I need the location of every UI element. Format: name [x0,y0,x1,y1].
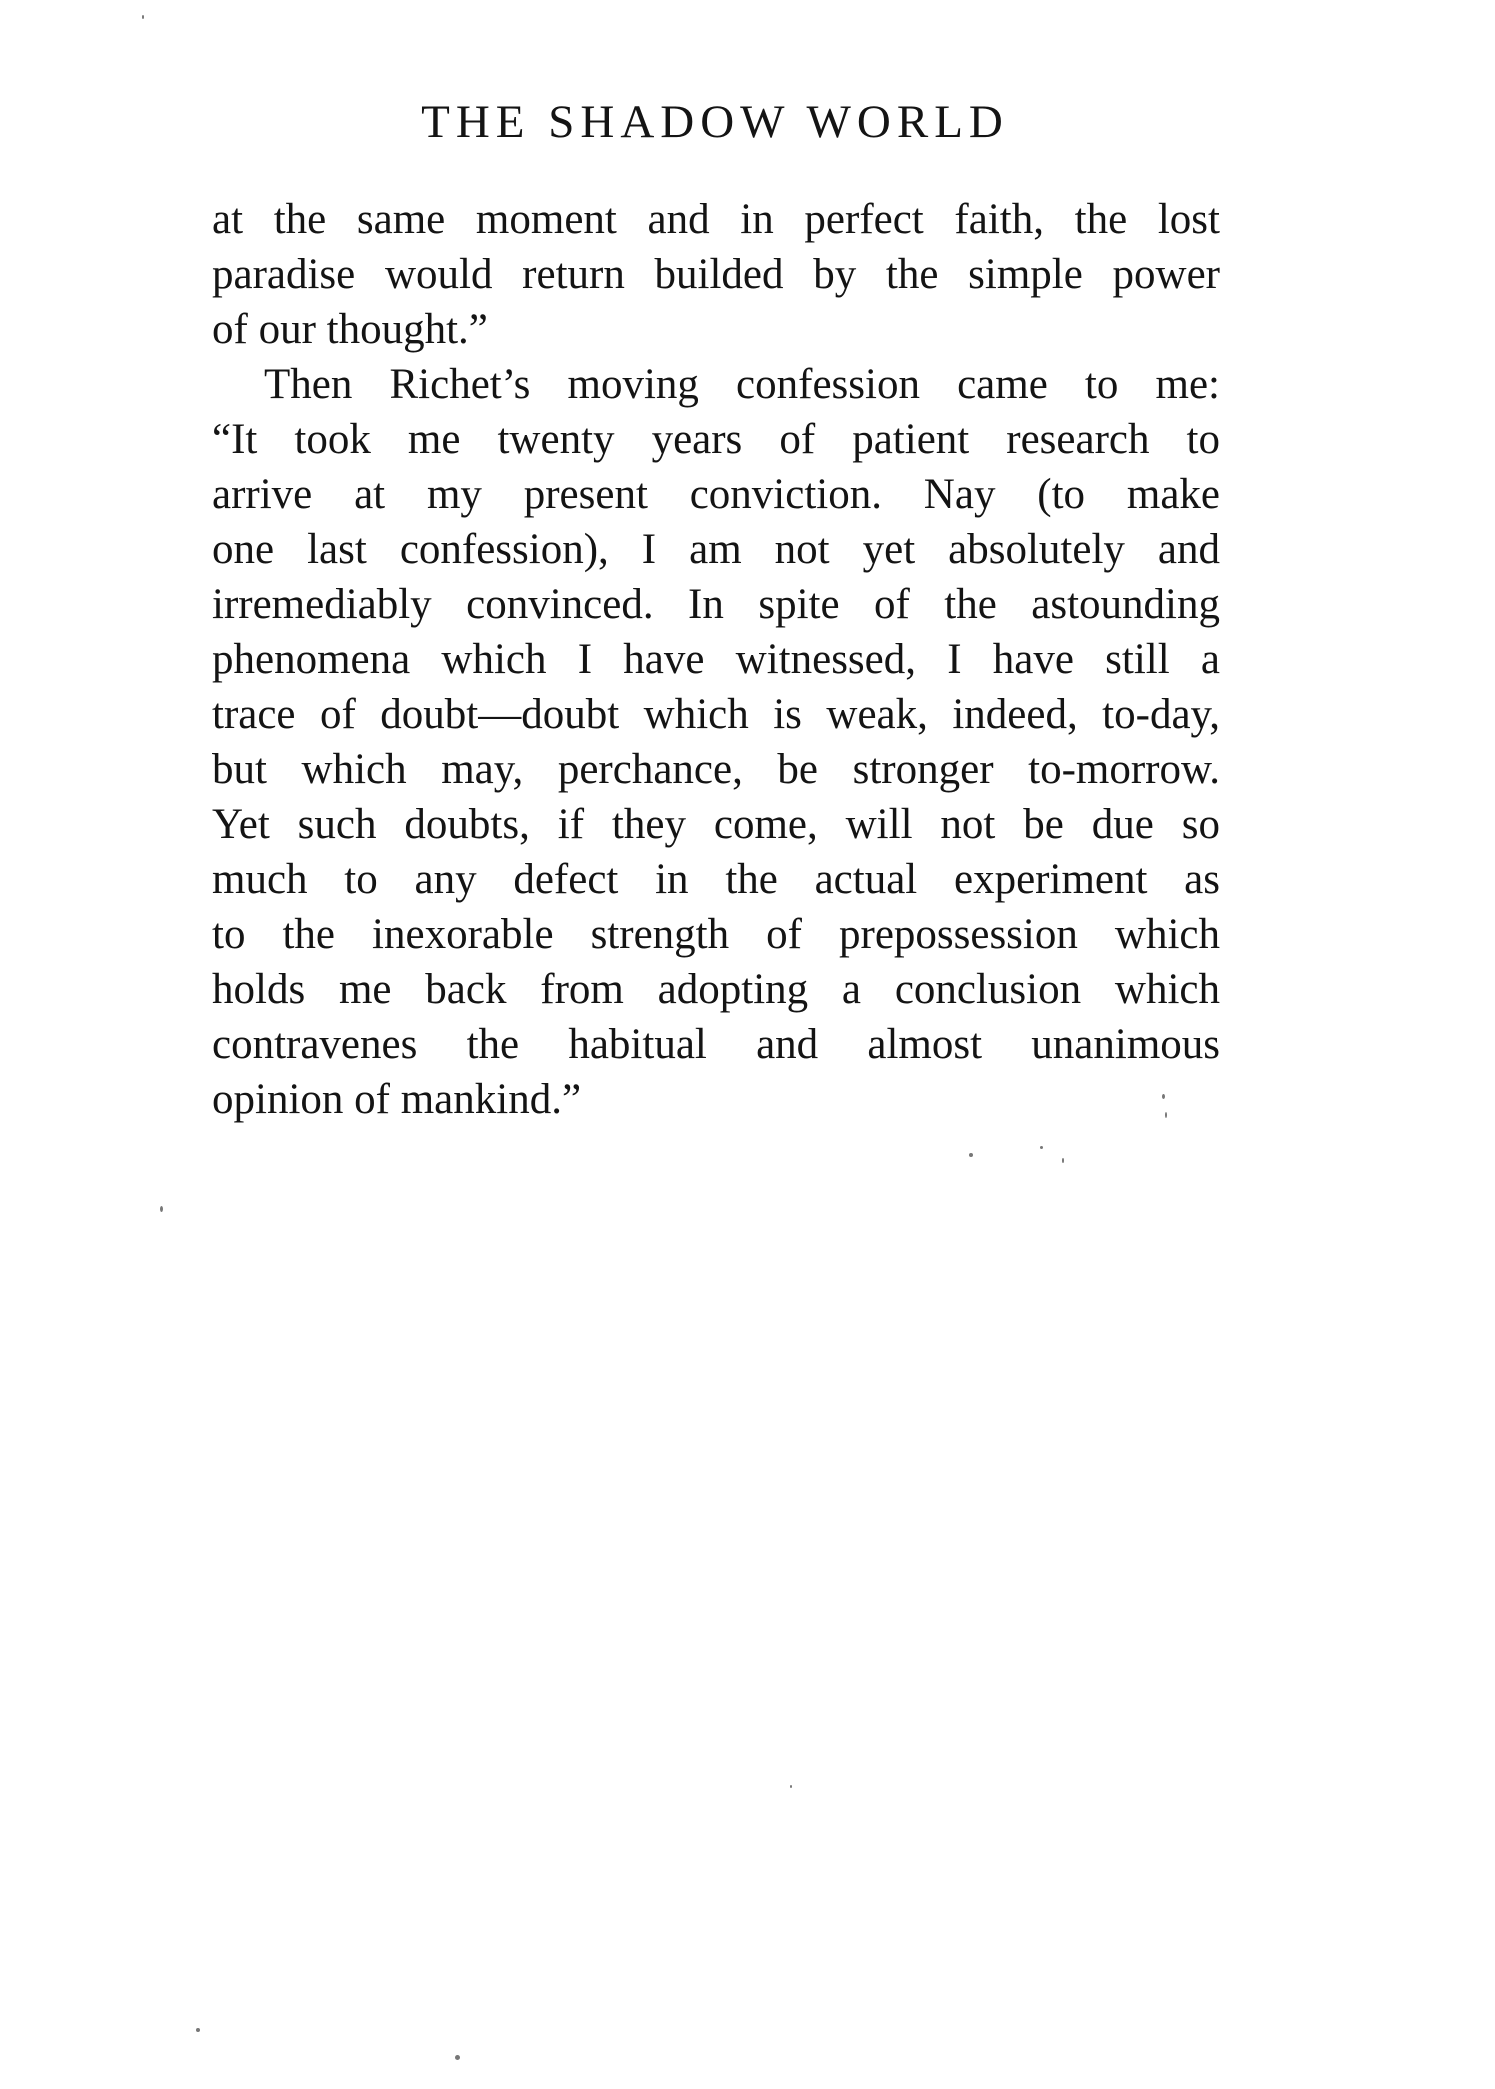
text-line: irremediably convinced. In spite of the astounding [212,581,1220,628]
text-line: one last confession), I am not yet absolutely and [212,526,1220,573]
text-line: opinion of mankind.” [212,1076,582,1123]
paragraph-2 [212,357,1220,1127]
text-line: Then Richet’s moving confession came to me: [264,361,1220,408]
text-line: contravenes the habitual and almost unanimous [212,1021,1220,1068]
text-line: trace of doubt—doubt which is weak, indeed, to-day, [212,691,1220,738]
text-line: phenomena which I have witnessed, I have still a [212,636,1220,683]
running-head: THE SHADOW WORLD [421,96,1009,148]
text-line: “It took me twenty years of patient research to [212,416,1220,463]
body-text [212,192,1220,1127]
text-line: paradise would return builded by the simple power [212,251,1220,298]
scan-speck [1062,1158,1064,1163]
scan-speck [196,2028,200,2032]
scan-speck [455,2055,460,2060]
text-line: holds me back from adopting a conclusion which [212,966,1220,1013]
text-line: of our thought.” [212,306,488,353]
scan-speck [969,1153,973,1157]
text-line: but which may, perchance, be stronger to-morrow. [212,746,1220,793]
text-line: arrive at my present conviction. Nay (to make [212,471,1220,518]
scan-speck [1040,1146,1043,1149]
text-line: at the same moment and in perfect faith, the lost [212,196,1220,243]
text-line: Yet such doubts, if they come, will not be due so [212,801,1220,848]
scan-speck [790,1785,792,1788]
text-line: much to any defect in the actual experiment as [212,856,1220,903]
scan-speck [1165,1112,1167,1118]
scan-speck [142,15,144,19]
scan-speck [1162,1094,1165,1099]
text-line: to the inexorable strength of prepossession which [212,911,1220,958]
scan-speck [160,1206,163,1212]
paragraph-1 [212,192,1220,357]
